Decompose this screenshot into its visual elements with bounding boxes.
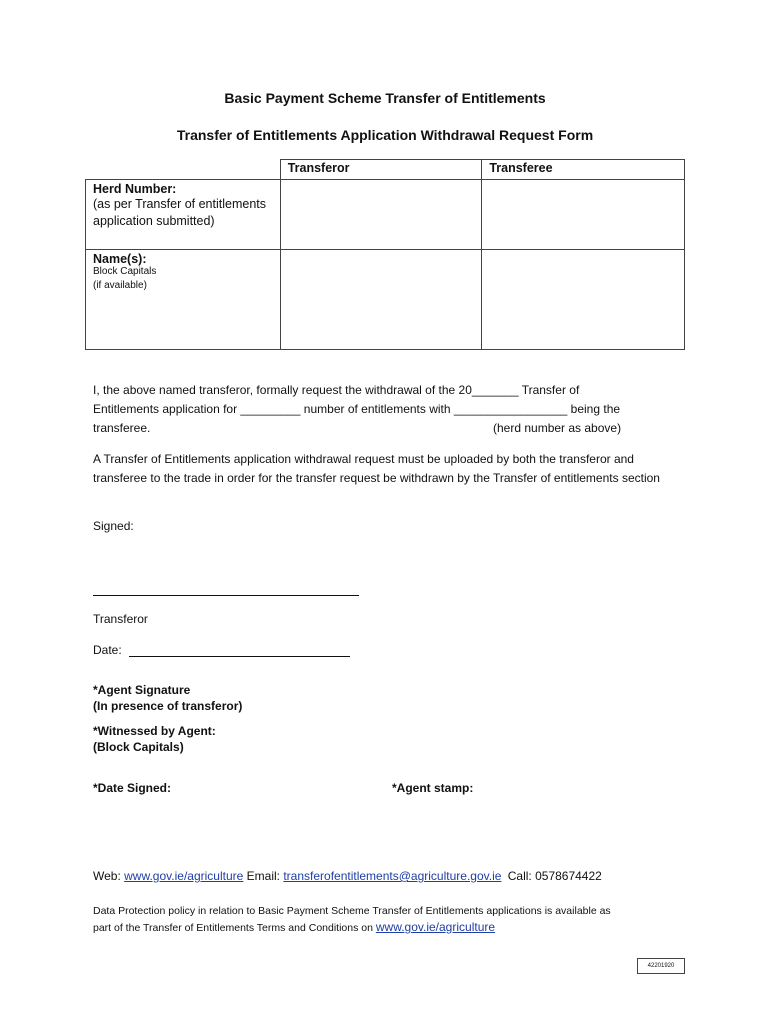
transferor-names-field[interactable] <box>280 250 482 350</box>
phone-text: Call: 0578674422 <box>507 869 602 883</box>
col-header-transferee: Transferee <box>482 160 685 180</box>
table-corner <box>86 160 281 180</box>
transferor-label: Transferor <box>93 612 148 626</box>
data-protection-line-1: Data Protection policy in relation to Basic Payment Scheme Transfer of Entitlements applications is available as <box>93 905 611 917</box>
date-label: Date: <box>93 643 122 657</box>
declaration-line-2: Entitlements application for _________ number of entitlements with _________________ being the <box>93 402 621 416</box>
signed-label: Signed: <box>93 519 134 533</box>
email-link[interactable]: transferofentitlements@agriculture.gov.ie <box>283 869 502 883</box>
document-title: Basic Payment Scheme Transfer of Entitlements <box>224 90 546 106</box>
transferor-herd-number-field[interactable] <box>280 180 482 250</box>
contact-line <box>93 869 602 883</box>
transferee-names-field[interactable] <box>482 250 685 350</box>
herd-number-note: (herd number as above) <box>493 421 622 435</box>
web-label: Web: <box>93 869 121 883</box>
agent-stamp-label: *Agent stamp: <box>392 781 474 795</box>
names-label: Name(s): <box>93 252 147 266</box>
declaration-line-1: I, the above named transferor, formally request the withdrawal of the 20_______ Transfer of <box>93 383 580 397</box>
names-label-cell <box>86 250 281 350</box>
data-protection-line-2: part of the Transfer of Entitlements Terms and Conditions on <box>93 922 373 934</box>
web-link[interactable]: www.gov.ie/agriculture <box>124 869 244 883</box>
declaration-line-3: transferee. <box>93 421 151 435</box>
details-table <box>85 159 685 350</box>
agent-presence-label: (In presence of transferor) <box>93 699 243 713</box>
signature-line[interactable] <box>93 595 359 596</box>
form-reference-code: 42201920 <box>637 958 685 974</box>
declaration-text <box>93 381 693 438</box>
names-availability-note: (if available) <box>93 280 147 291</box>
herd-number-label-cell <box>86 180 281 250</box>
block-capitals-label: (Block Capitals) <box>93 740 184 754</box>
transferee-herd-number-field[interactable] <box>482 180 685 250</box>
date-signed-label: *Date Signed: <box>93 781 172 795</box>
witnessed-by-agent-label: *Witnessed by Agent: <box>93 724 216 738</box>
email-label: Email: <box>246 869 280 883</box>
form-title: Transfer of Entitlements Application Withdrawal Request Form <box>176 127 594 143</box>
notice-text: A Transfer of Entitlements application withdrawal request must be uploaded by both the transferor and transferee to the trade in order for the transfer request be withdrawn by the Transfer of entitlements section <box>93 452 660 485</box>
data-protection-link[interactable]: www.gov.ie/agriculture <box>375 920 496 934</box>
herd-number-desc: (as per Transfer of entitlements application submitted) <box>93 197 266 228</box>
col-header-transferor: Transferor <box>280 160 482 180</box>
names-block-capitals-note: Block Capitals <box>93 266 157 277</box>
agent-signature-label: *Agent Signature <box>93 683 191 697</box>
date-line[interactable] <box>129 656 350 657</box>
herd-number-label: Herd Number: <box>93 182 177 196</box>
data-protection-notice <box>93 903 693 936</box>
